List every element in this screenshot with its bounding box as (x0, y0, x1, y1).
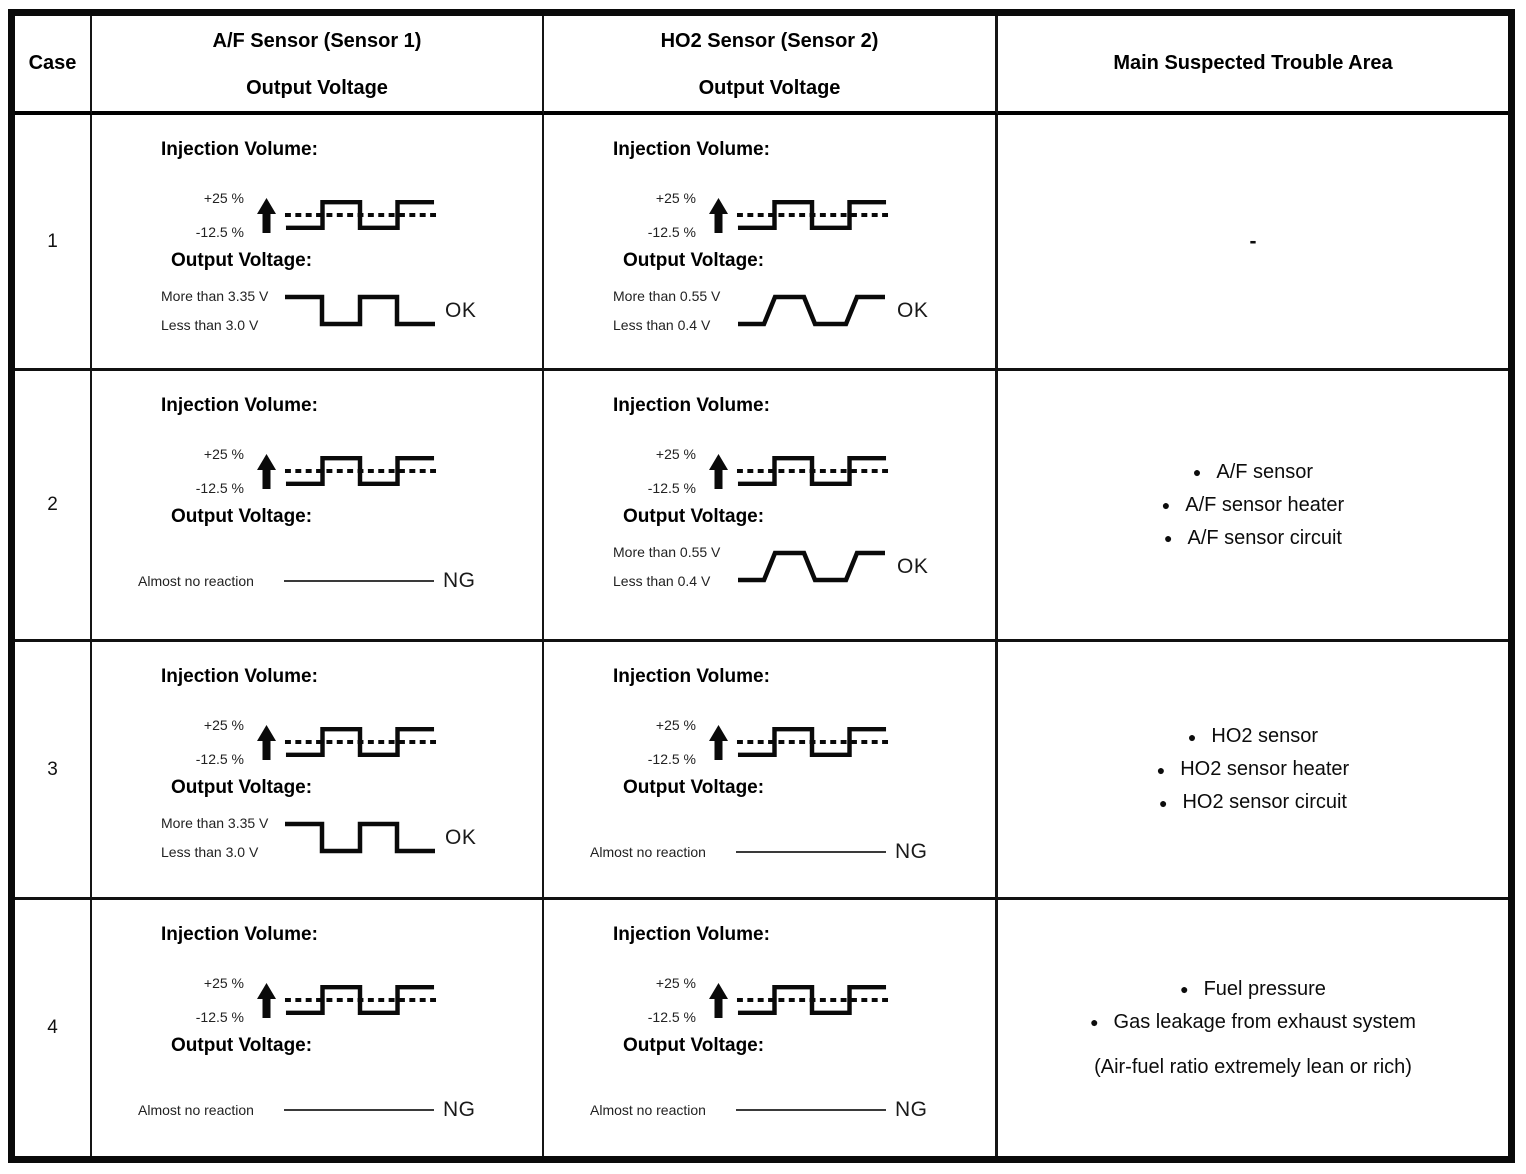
trouble-area-cell-case4 (998, 900, 1508, 1156)
trouble-item (1180, 978, 1326, 1001)
bullet-icon: ● (1192, 464, 1202, 480)
trouble-area-cell-case2 (998, 371, 1508, 642)
output-waveform-row (138, 569, 542, 593)
injection-waveform-row (138, 445, 542, 497)
output-voltage-title: Output Voltage: (171, 777, 313, 798)
injection-low-label: -12.5 % (195, 480, 244, 496)
trouble-item-label: Gas leakage from exhaust system (1113, 1010, 1416, 1033)
output-square-waveform (284, 820, 436, 856)
result-label: OK (445, 826, 477, 849)
no-trouble-dash: - (1249, 229, 1257, 253)
bullet-icon: ● (1164, 530, 1173, 546)
header-cell-ho2-sensor (544, 16, 998, 115)
result-label: OK (897, 555, 929, 578)
af-output-cell-case4 (92, 900, 544, 1156)
header-trouble-title: Main Suspected Trouble Area (1113, 52, 1393, 74)
trouble-item (1164, 527, 1342, 550)
injection-high-label: +25 % (655, 190, 696, 206)
injection-low-label: -12.5 % (647, 751, 696, 767)
output-low-label: Less than 3.0 V (161, 844, 259, 860)
output-voltage-labels (138, 1103, 284, 1118)
bullet-icon: ● (1156, 761, 1166, 778)
bullet-icon: ● (1161, 497, 1171, 513)
injection-waveform-row (138, 189, 542, 241)
case-number-label: 1 (47, 230, 58, 252)
header-af-title: A/F Sensor (Sensor 1) (212, 30, 422, 52)
output-voltage-labels (590, 545, 736, 589)
injection-percent-labels (590, 717, 696, 767)
output-waveform-row (590, 289, 995, 333)
injection-volume-title: Injection Volume: (613, 924, 770, 945)
injection-percent-labels (590, 975, 696, 1025)
af-output-cell-case3 (92, 642, 544, 900)
output-waveform-row (138, 816, 542, 860)
output-voltage-labels (138, 816, 284, 860)
output-waveform-row (590, 840, 995, 864)
up-arrow-icon (257, 725, 276, 760)
ho2-output-cell-case3 (544, 642, 998, 900)
trouble-item-label: HO2 sensor (1211, 725, 1319, 747)
injection-square-waveform (284, 719, 437, 765)
trouble-item-label: A/F sensor (1216, 460, 1314, 483)
injection-waveform-row (590, 189, 995, 241)
injection-low-label: -12.5 % (195, 224, 244, 240)
injection-high-label: +25 % (203, 975, 244, 991)
bullet-icon: ● (1090, 1014, 1099, 1030)
case-number-4 (15, 900, 92, 1156)
output-high-label: More than 3.35 V (161, 288, 269, 304)
injection-high-label: +25 % (655, 446, 696, 462)
injection-low-label: -12.5 % (195, 1009, 244, 1025)
bullet-icon: ● (1187, 728, 1197, 745)
injection-percent-labels (590, 446, 696, 496)
bullet-icon: ● (1159, 794, 1168, 811)
trouble-note: (Air-fuel ratio extremely lean or rich) (1094, 1055, 1412, 1078)
ho2-output-cell-case1 (544, 115, 998, 371)
injection-volume-title: Injection Volume: (161, 924, 318, 945)
output-waveform-row (590, 545, 995, 589)
injection-high-label: +25 % (203, 446, 244, 462)
output-voltage-labels (138, 289, 284, 333)
header-cell-af-sensor (92, 16, 544, 115)
injection-percent-labels (138, 446, 244, 496)
output-trapezoid-waveform (736, 549, 888, 585)
up-arrow-icon (257, 454, 276, 489)
result-label: NG (895, 840, 928, 863)
injection-high-label: +25 % (655, 975, 696, 991)
up-arrow-icon (257, 983, 276, 1018)
injection-square-waveform (284, 448, 437, 494)
injection-high-label: +25 % (203, 717, 244, 733)
header-af-subtitle: Output Voltage (246, 77, 388, 99)
injection-high-label: +25 % (203, 190, 244, 206)
result-label: NG (895, 1098, 928, 1121)
header-ho2-subtitle: Output Voltage (698, 77, 841, 99)
injection-waveform-row (138, 974, 542, 1026)
output-high-label: More than 3.35 V (161, 815, 269, 831)
injection-high-label: +25 % (655, 717, 696, 733)
injection-waveform-row (138, 716, 542, 768)
injection-volume-title: Injection Volume: (613, 139, 770, 160)
header-cell-case (15, 16, 92, 115)
output-voltage-title: Output Voltage: (623, 777, 765, 798)
result-label: OK (445, 299, 477, 322)
diagnostic-table (8, 9, 1515, 1163)
up-arrow-icon (709, 454, 728, 489)
output-low-label: Less than 3.0 V (161, 317, 259, 333)
trouble-area-cell-case3 (998, 642, 1508, 900)
output-voltage-title: Output Voltage: (171, 250, 313, 271)
injection-low-label: -12.5 % (195, 751, 244, 767)
no-reaction-label: Almost no reaction (590, 1101, 706, 1118)
output-voltage-labels (590, 845, 736, 860)
flat-line-waveform (736, 851, 886, 853)
output-voltage-title: Output Voltage: (623, 506, 765, 527)
injection-low-label: -12.5 % (647, 480, 696, 496)
injection-square-waveform (736, 977, 889, 1023)
output-voltage-labels (590, 289, 736, 333)
output-waveform-row (138, 1098, 542, 1122)
result-label: OK (897, 299, 929, 322)
injection-percent-labels (138, 717, 244, 767)
header-ho2-title: HO2 Sensor (Sensor 2) (660, 30, 879, 52)
injection-volume-title: Injection Volume: (613, 395, 770, 416)
result-label: NG (443, 569, 476, 592)
output-high-label: More than 0.55 V (613, 288, 721, 304)
trouble-item-label: A/F sensor circuit (1187, 526, 1342, 549)
output-low-label: Less than 0.4 V (613, 573, 711, 589)
trouble-item (1193, 461, 1313, 484)
trouble-item (1162, 494, 1344, 517)
output-voltage-title: Output Voltage: (623, 1035, 765, 1056)
header-cell-trouble-area (998, 16, 1508, 115)
up-arrow-icon (709, 198, 728, 233)
injection-volume-title: Injection Volume: (161, 139, 318, 160)
af-output-cell-case2 (92, 371, 544, 642)
up-arrow-icon (709, 983, 728, 1018)
injection-volume-title: Injection Volume: (613, 666, 770, 687)
flat-line-waveform (284, 1109, 434, 1111)
no-reaction-label: Almost no reaction (138, 1101, 254, 1118)
output-low-label: Less than 0.4 V (613, 317, 711, 333)
output-high-label: More than 0.55 V (613, 544, 721, 560)
injection-square-waveform (736, 719, 889, 765)
injection-waveform-row (590, 445, 995, 497)
no-reaction-label: Almost no reaction (590, 843, 706, 860)
case-number-label: 3 (47, 758, 58, 780)
injection-percent-labels (138, 975, 244, 1025)
trouble-item (1188, 725, 1318, 748)
header-case-label: Case (28, 52, 77, 74)
injection-low-label: -12.5 % (647, 224, 696, 240)
output-voltage-title: Output Voltage: (171, 1035, 313, 1056)
injection-square-waveform (284, 977, 437, 1023)
bullet-icon: ● (1180, 981, 1189, 997)
up-arrow-icon (709, 725, 728, 760)
injection-low-label: -12.5 % (647, 1009, 696, 1025)
case-number-label: 2 (47, 494, 58, 515)
output-waveform-row (138, 289, 542, 333)
output-square-waveform (284, 293, 436, 329)
flat-line-waveform (736, 1109, 886, 1111)
output-voltage-labels (138, 574, 284, 589)
trouble-item-label: A/F sensor heater (1185, 493, 1345, 516)
injection-waveform-row (590, 716, 995, 768)
case-number-1 (15, 115, 92, 371)
case-number-3 (15, 642, 92, 900)
case-number-2 (15, 371, 92, 642)
ho2-output-cell-case4 (544, 900, 998, 1156)
output-trapezoid-waveform (736, 293, 888, 329)
injection-square-waveform (736, 192, 889, 238)
flat-line-waveform (284, 580, 434, 582)
output-voltage-title: Output Voltage: (623, 250, 765, 271)
case-number-label: 4 (47, 1017, 58, 1038)
output-waveform-row (590, 1098, 995, 1122)
ho2-output-cell-case2 (544, 371, 998, 642)
injection-volume-title: Injection Volume: (161, 666, 318, 687)
injection-square-waveform (284, 192, 437, 238)
trouble-item (1090, 1011, 1416, 1034)
trouble-area-cell-case1 (998, 115, 1508, 371)
output-voltage-title: Output Voltage: (171, 506, 313, 527)
injection-percent-labels (590, 190, 696, 240)
injection-square-waveform (736, 448, 889, 494)
af-output-cell-case1 (92, 115, 544, 371)
output-voltage-labels (590, 1103, 736, 1118)
trouble-item-label: HO2 sensor heater (1180, 758, 1350, 780)
trouble-item (1157, 758, 1349, 781)
no-reaction-label: Almost no reaction (138, 572, 254, 589)
trouble-item-label: HO2 sensor circuit (1182, 791, 1347, 813)
trouble-item (1159, 791, 1347, 814)
up-arrow-icon (257, 198, 276, 233)
result-label: NG (443, 1098, 476, 1121)
injection-volume-title: Injection Volume: (161, 395, 318, 416)
table-grid (15, 16, 1508, 1156)
injection-percent-labels (138, 190, 244, 240)
injection-waveform-row (590, 974, 995, 1026)
trouble-item-label: Fuel pressure (1203, 977, 1326, 1000)
